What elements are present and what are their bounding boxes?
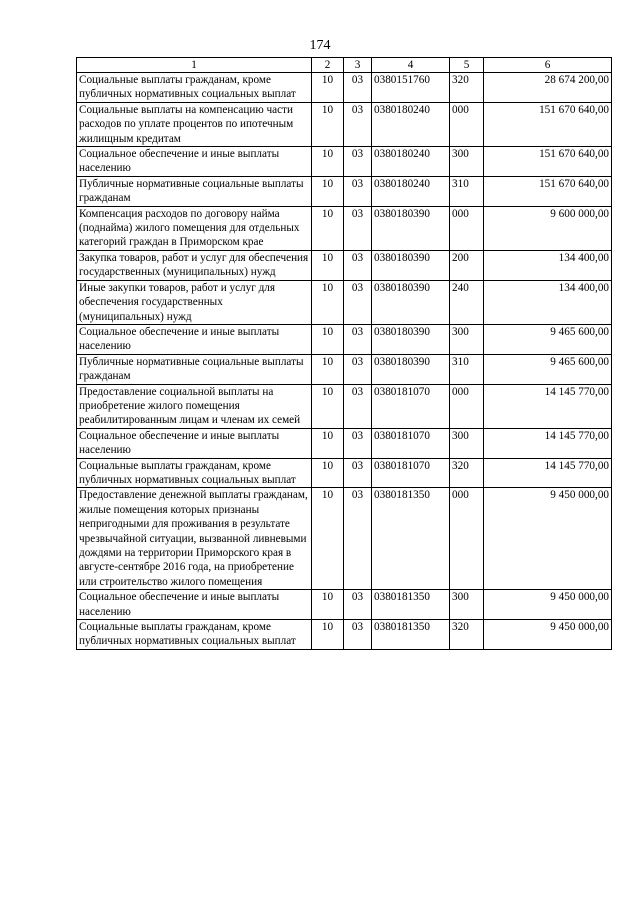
table-header (77, 58, 612, 73)
row-section-cell: 10 (312, 250, 344, 280)
table-row (77, 354, 612, 384)
row-subsection-cell: 03 (344, 458, 372, 488)
row-name-cell: Социальное обеспечение и иные выплаты населению (77, 147, 312, 177)
row-expense-type-cell: 000 (450, 488, 484, 590)
row-expense-type-cell: 320 (450, 73, 484, 103)
table-row (77, 147, 612, 177)
row-subsection-cell: 03 (344, 488, 372, 590)
row-amount-cell: 9 465 600,00 (484, 354, 612, 384)
row-target-code-cell: 0380181350 (372, 488, 450, 590)
row-target-code-cell: 0380181350 (372, 620, 450, 650)
row-expense-type-cell: 000 (450, 206, 484, 250)
row-target-code-cell: 0380180240 (372, 102, 450, 146)
row-target-code-cell: 0380180390 (372, 206, 450, 250)
table-row (77, 206, 612, 250)
row-name-cell: Предоставление денежной выплаты гражданам, жилые помещения которых признаны непригодными для проживания в результате чрезвычайной ситуации, вызванной ливневыми дождями на территории Приморского края в августе-сентябре 2016 года, на приобретение или строительство жилого помещения (77, 488, 312, 590)
row-target-code-cell: 0380180390 (372, 250, 450, 280)
row-name-cell: Публичные нормативные социальные выплаты гражданам (77, 354, 312, 384)
table-row (77, 324, 612, 354)
row-target-code-cell: 0380181350 (372, 590, 450, 620)
row-amount-cell: 14 145 770,00 (484, 384, 612, 428)
header-col-4: 4 (372, 58, 450, 73)
row-name-cell: Предоставление социальной выплаты на приобретение жилого помещения реабилитированным лицам и членам их семей (77, 384, 312, 428)
header-col-6: 6 (484, 58, 612, 73)
row-section-cell: 10 (312, 147, 344, 177)
page-number: 174 (309, 38, 331, 53)
row-amount-cell: 9 450 000,00 (484, 590, 612, 620)
row-subsection-cell: 03 (344, 102, 372, 146)
row-target-code-cell: 0380180390 (372, 354, 450, 384)
row-target-code-cell: 0380180390 (372, 324, 450, 354)
row-section-cell: 10 (312, 176, 344, 206)
table-body (77, 73, 612, 650)
row-target-code-cell: 0380151760 (372, 73, 450, 103)
table-row (77, 458, 612, 488)
row-amount-cell: 14 145 770,00 (484, 458, 612, 488)
row-subsection-cell: 03 (344, 176, 372, 206)
row-section-cell: 10 (312, 428, 344, 458)
row-amount-cell: 9 450 000,00 (484, 488, 612, 590)
row-subsection-cell: 03 (344, 147, 372, 177)
table-row (77, 620, 612, 650)
row-subsection-cell: 03 (344, 590, 372, 620)
row-expense-type-cell: 300 (450, 428, 484, 458)
row-amount-cell: 134 400,00 (484, 280, 612, 324)
row-name-cell: Публичные нормативные социальные выплаты гражданам (77, 176, 312, 206)
row-name-cell: Социальные выплаты на компенсацию части расходов по уплате процентов по ипотечным жилищным кредитам (77, 102, 312, 146)
row-subsection-cell: 03 (344, 428, 372, 458)
row-subsection-cell: 03 (344, 384, 372, 428)
table-row (77, 488, 612, 590)
row-section-cell: 10 (312, 206, 344, 250)
row-expense-type-cell: 300 (450, 147, 484, 177)
row-section-cell: 10 (312, 458, 344, 488)
row-amount-cell: 151 670 640,00 (484, 176, 612, 206)
row-section-cell: 10 (312, 384, 344, 428)
row-amount-cell: 14 145 770,00 (484, 428, 612, 458)
row-expense-type-cell: 320 (450, 620, 484, 650)
row-name-cell: Социальные выплаты гражданам, кроме публичных нормативных социальных выплат (77, 620, 312, 650)
row-section-cell: 10 (312, 73, 344, 103)
header-col-1: 1 (77, 58, 312, 73)
header-row (77, 58, 612, 73)
row-expense-type-cell: 310 (450, 176, 484, 206)
row-section-cell: 10 (312, 102, 344, 146)
row-target-code-cell: 0380181070 (372, 458, 450, 488)
table-row (77, 428, 612, 458)
row-name-cell: Социальное обеспечение и иные выплаты населению (77, 590, 312, 620)
row-expense-type-cell: 320 (450, 458, 484, 488)
table-row (77, 250, 612, 280)
row-name-cell: Социальное обеспечение и иные выплаты населению (77, 428, 312, 458)
row-target-code-cell: 0380181070 (372, 384, 450, 428)
row-section-cell: 10 (312, 590, 344, 620)
row-amount-cell: 9 600 000,00 (484, 206, 612, 250)
header-col-2: 2 (312, 58, 344, 73)
row-amount-cell: 134 400,00 (484, 250, 612, 280)
row-subsection-cell: 03 (344, 620, 372, 650)
row-name-cell: Социальные выплаты гражданам, кроме публичных нормативных социальных выплат (77, 458, 312, 488)
row-target-code-cell: 0380180240 (372, 176, 450, 206)
row-subsection-cell: 03 (344, 354, 372, 384)
row-expense-type-cell: 240 (450, 280, 484, 324)
row-amount-cell: 151 670 640,00 (484, 102, 612, 146)
row-subsection-cell: 03 (344, 250, 372, 280)
row-subsection-cell: 03 (344, 73, 372, 103)
table-row (77, 73, 612, 103)
header-col-3: 3 (344, 58, 372, 73)
header-col-5: 5 (450, 58, 484, 73)
row-name-cell: Социальные выплаты гражданам, кроме публичных нормативных социальных выплат (77, 73, 312, 103)
row-expense-type-cell: 000 (450, 102, 484, 146)
row-target-code-cell: 0380180390 (372, 280, 450, 324)
row-expense-type-cell: 310 (450, 354, 484, 384)
table-row (77, 102, 612, 146)
table-row (77, 280, 612, 324)
row-name-cell: Закупка товаров, работ и услуг для обеспечения государственных (муниципальных) нужд (77, 250, 312, 280)
row-subsection-cell: 03 (344, 324, 372, 354)
row-amount-cell: 9 465 600,00 (484, 324, 612, 354)
row-amount-cell: 151 670 640,00 (484, 147, 612, 177)
row-expense-type-cell: 200 (450, 250, 484, 280)
row-section-cell: 10 (312, 324, 344, 354)
row-target-code-cell: 0380181070 (372, 428, 450, 458)
row-name-cell: Компенсация расходов по договору найма (поднайма) жилого помещения для отдельных категорий граждан в Приморском крае (77, 206, 312, 250)
table-row (77, 590, 612, 620)
row-section-cell: 10 (312, 354, 344, 384)
row-amount-cell: 9 450 000,00 (484, 620, 612, 650)
row-name-cell: Социальное обеспечение и иные выплаты населению (77, 324, 312, 354)
row-expense-type-cell: 000 (450, 384, 484, 428)
row-subsection-cell: 03 (344, 206, 372, 250)
row-section-cell: 10 (312, 280, 344, 324)
row-target-code-cell: 0380180240 (372, 147, 450, 177)
table-row (77, 384, 612, 428)
row-expense-type-cell: 300 (450, 324, 484, 354)
row-expense-type-cell: 300 (450, 590, 484, 620)
row-name-cell: Иные закупки товаров, работ и услуг для обеспечения государственных (муниципальных) нужд (77, 280, 312, 324)
row-section-cell: 10 (312, 620, 344, 650)
row-section-cell: 10 (312, 488, 344, 590)
row-subsection-cell: 03 (344, 280, 372, 324)
budget-table (76, 57, 612, 650)
table-row (77, 176, 612, 206)
row-amount-cell: 28 674 200,00 (484, 73, 612, 103)
